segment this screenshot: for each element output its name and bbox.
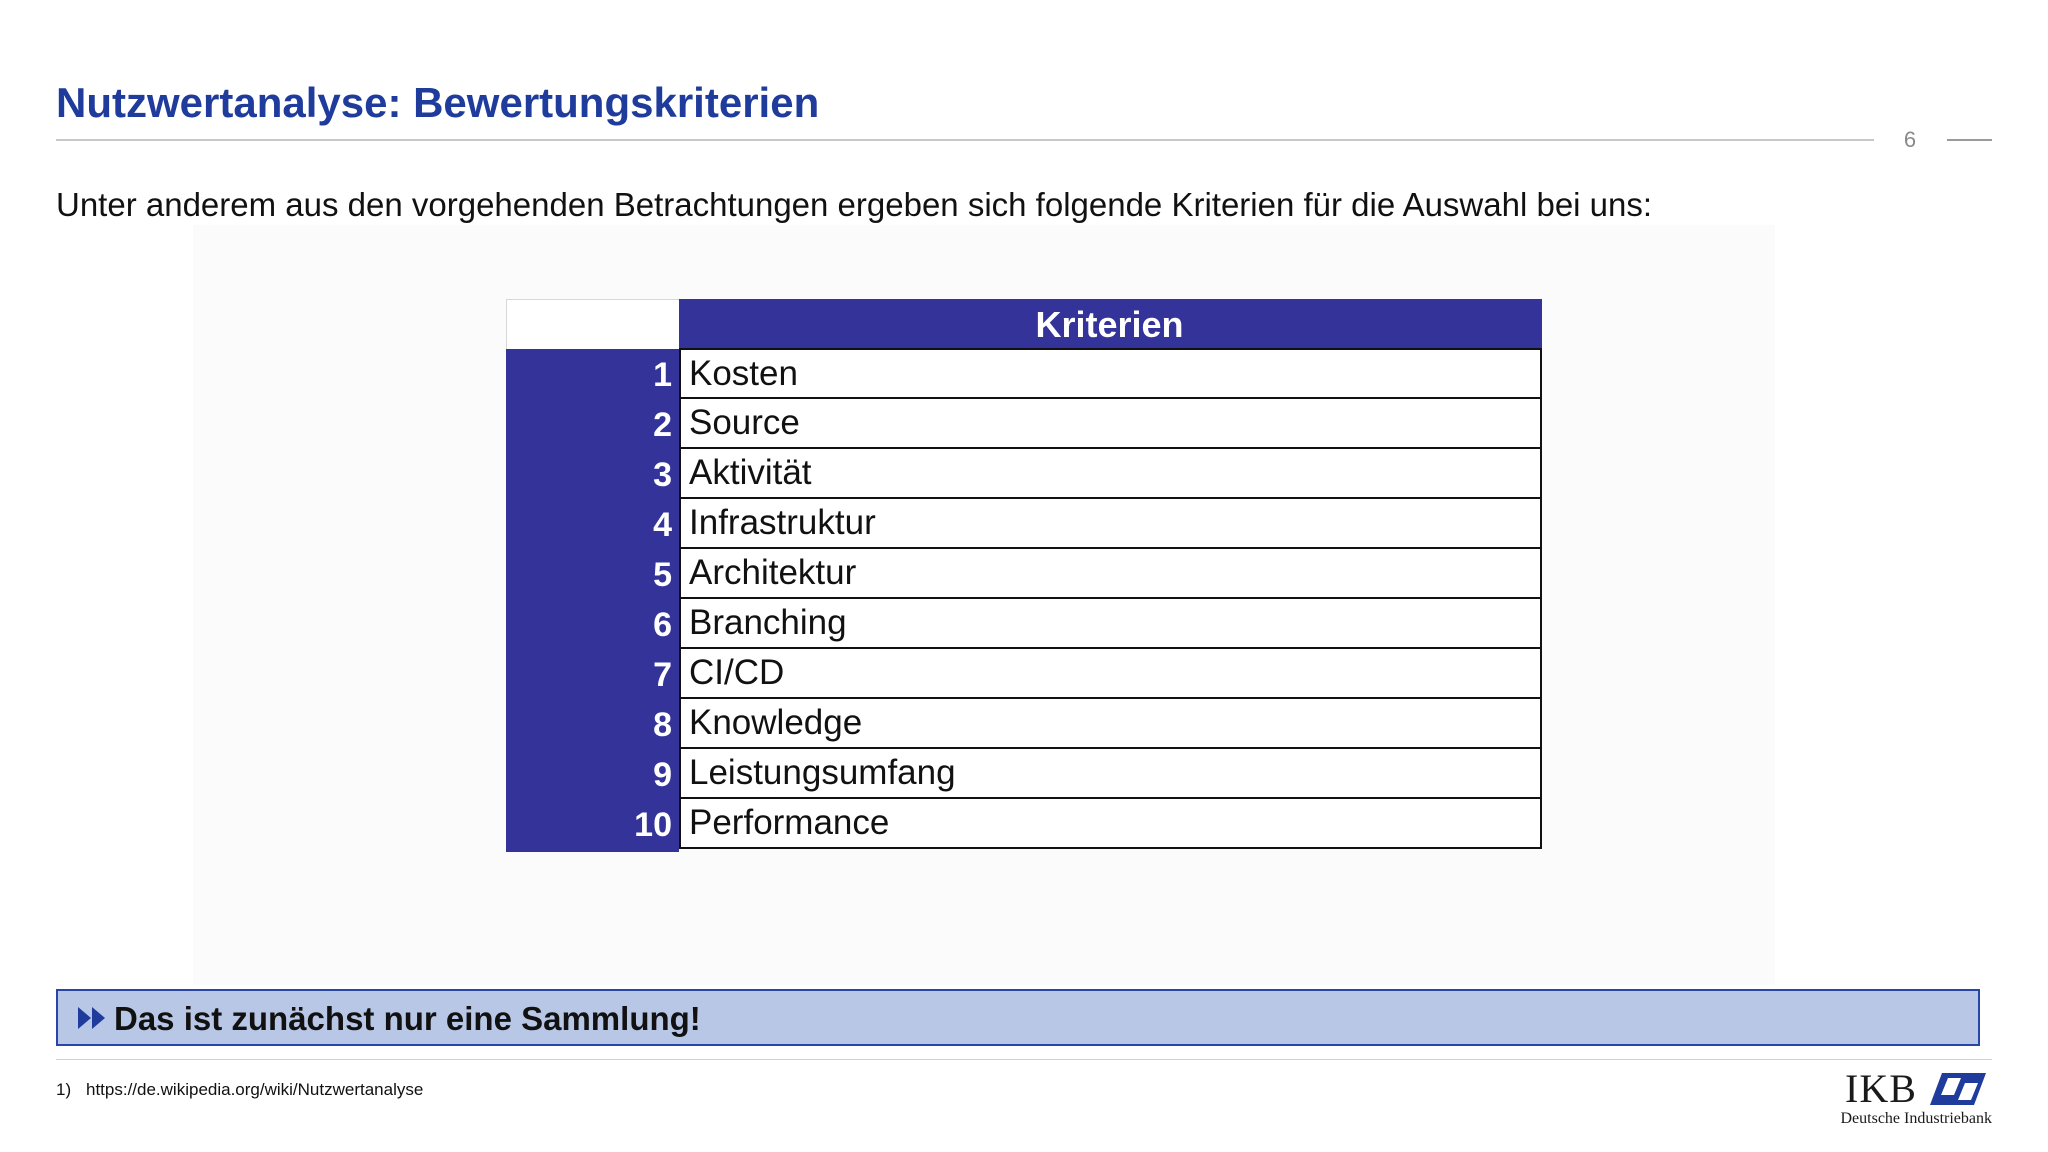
table-row xyxy=(506,699,1542,749)
criterion-cell: Performance xyxy=(679,799,1542,849)
footnote xyxy=(56,1080,423,1100)
logo-mark-icon xyxy=(1928,1071,1988,1107)
row-number: 2 xyxy=(653,406,672,444)
table-row xyxy=(506,549,1542,599)
criterion-cell: Kosten xyxy=(679,348,1542,399)
row-number: 1 xyxy=(653,356,672,394)
criterion-cell: Aktivität xyxy=(679,449,1542,499)
criterion-cell: Source xyxy=(679,399,1542,449)
table-row xyxy=(506,799,1542,849)
table-row xyxy=(506,349,1542,399)
criterion-cell: Architektur xyxy=(679,549,1542,599)
callout-text: Das ist zunächst nur eine Sammlung! xyxy=(114,1000,701,1037)
table-row xyxy=(506,499,1542,549)
double-chevron-right-icon xyxy=(78,1007,108,1029)
table-row xyxy=(506,599,1542,649)
criterion-cell: Branching xyxy=(679,599,1542,649)
table-row xyxy=(506,749,1542,799)
footnote-marker: 1) xyxy=(56,1080,72,1099)
callout-box xyxy=(56,989,1980,1046)
footnote-link[interactable]: https://de.wikipedia.org/wiki/Nutzwertanalyse xyxy=(86,1080,424,1099)
page-number-divider xyxy=(1947,139,1992,141)
table-row xyxy=(506,399,1542,449)
table-rows xyxy=(506,349,1542,849)
row-number: 7 xyxy=(653,656,672,694)
table-row xyxy=(506,649,1542,699)
ikb-logo xyxy=(1820,1065,2000,1145)
row-number: 9 xyxy=(653,756,672,794)
title-divider xyxy=(56,139,1874,141)
slide-title: Nutzwertanalyse: Bewertungskriterien xyxy=(56,79,820,126)
logo-wordmark: IKB xyxy=(1845,1066,1917,1111)
row-number: 3 xyxy=(653,456,672,494)
criterion-cell: Infrastruktur xyxy=(679,499,1542,549)
footer-divider xyxy=(56,1059,1992,1060)
row-number: 10 xyxy=(634,806,672,844)
page-number: 6 xyxy=(1903,127,1917,152)
row-number: 4 xyxy=(653,506,672,544)
criterion-cell: CI/CD xyxy=(679,649,1542,699)
table-row xyxy=(506,449,1542,499)
row-number: 5 xyxy=(653,556,672,594)
criteria-table xyxy=(506,299,1542,852)
intro-text: Unter anderem aus den vorgehenden Betrachtungen ergeben sich folgende Kriterien für die Auswahl bei uns: xyxy=(56,186,1653,223)
row-number: 6 xyxy=(653,606,672,644)
criterion-cell: Leistungsumfang xyxy=(679,749,1542,799)
criterion-cell: Knowledge xyxy=(679,699,1542,749)
table-header: Kriterien xyxy=(679,299,1542,349)
logo-subtitle: Deutsche Industriebank xyxy=(1840,1110,1992,1127)
row-number: 8 xyxy=(653,706,672,744)
table-corner-cell xyxy=(506,299,679,349)
